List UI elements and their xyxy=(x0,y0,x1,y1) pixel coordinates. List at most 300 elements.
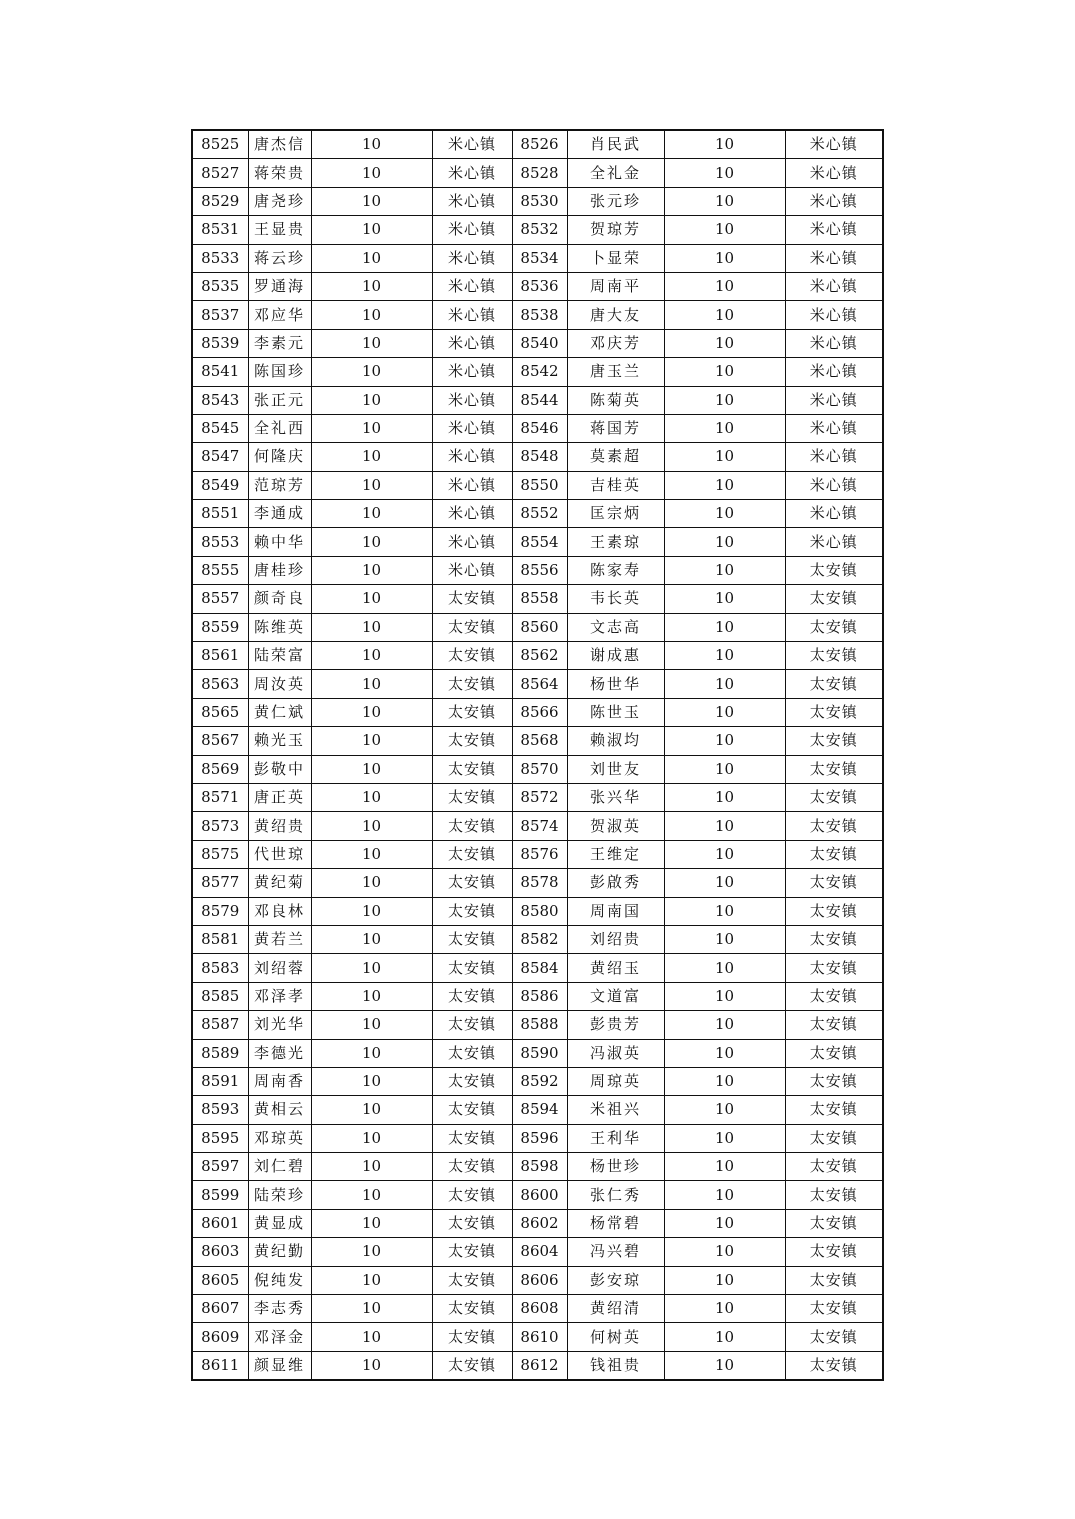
right-town-name-cell: 米心镇 xyxy=(785,130,883,159)
right-person-name-cell: 周琼英 xyxy=(567,1067,664,1095)
table-row xyxy=(192,869,883,897)
left-town-name-cell: 太安镇 xyxy=(432,1153,512,1181)
right-amount-value-cell: 10 xyxy=(664,755,785,783)
right-entry-number-cell: 8560 xyxy=(512,613,567,641)
table-row xyxy=(192,1351,883,1380)
left-town-name-cell: 太安镇 xyxy=(432,1238,512,1266)
right-town-name-cell: 米心镇 xyxy=(785,471,883,499)
table-row xyxy=(192,1266,883,1294)
left-entry-number-cell: 8569 xyxy=(192,755,248,783)
left-town-name-cell: 太安镇 xyxy=(432,1096,512,1124)
left-amount-value-cell: 10 xyxy=(311,642,432,670)
table-row xyxy=(192,755,883,783)
left-entry-number-cell: 8555 xyxy=(192,556,248,584)
right-town-name-cell: 太安镇 xyxy=(785,1323,883,1351)
right-amount-value-cell: 10 xyxy=(664,812,785,840)
left-amount-value-cell: 10 xyxy=(311,1238,432,1266)
right-amount-value-cell: 10 xyxy=(664,1181,785,1209)
right-town-name-cell: 太安镇 xyxy=(785,982,883,1010)
right-town-name-cell: 米心镇 xyxy=(785,528,883,556)
left-person-name-cell: 唐桂珍 xyxy=(248,556,311,584)
right-amount-value-cell: 10 xyxy=(664,1039,785,1067)
right-town-name-cell: 太安镇 xyxy=(785,1067,883,1095)
right-town-name-cell: 太安镇 xyxy=(785,840,883,868)
left-person-name-cell: 陈维英 xyxy=(248,613,311,641)
left-town-name-cell: 米心镇 xyxy=(432,301,512,329)
left-amount-value-cell: 10 xyxy=(311,1266,432,1294)
right-entry-number-cell: 8556 xyxy=(512,556,567,584)
right-amount-value-cell: 10 xyxy=(664,1295,785,1323)
right-entry-number-cell: 8532 xyxy=(512,216,567,244)
right-town-name-cell: 太安镇 xyxy=(785,1096,883,1124)
right-person-name-cell: 韦长英 xyxy=(567,585,664,613)
right-amount-value-cell: 10 xyxy=(664,358,785,386)
right-entry-number-cell: 8576 xyxy=(512,840,567,868)
right-amount-value-cell: 10 xyxy=(664,1209,785,1237)
right-town-name-cell: 米心镇 xyxy=(785,443,883,471)
right-entry-number-cell: 8538 xyxy=(512,301,567,329)
right-town-name-cell: 米心镇 xyxy=(785,159,883,187)
right-town-name-cell: 太安镇 xyxy=(785,1209,883,1237)
left-town-name-cell: 太安镇 xyxy=(432,727,512,755)
left-town-name-cell: 米心镇 xyxy=(432,414,512,442)
right-amount-value-cell: 10 xyxy=(664,130,785,159)
right-entry-number-cell: 8528 xyxy=(512,159,567,187)
left-town-name-cell: 太安镇 xyxy=(432,840,512,868)
left-person-name-cell: 邓良林 xyxy=(248,897,311,925)
table-row xyxy=(192,386,883,414)
right-town-name-cell: 太安镇 xyxy=(785,613,883,641)
right-amount-value-cell: 10 xyxy=(664,585,785,613)
left-town-name-cell: 太安镇 xyxy=(432,982,512,1010)
left-town-name-cell: 米心镇 xyxy=(432,358,512,386)
left-town-name-cell: 太安镇 xyxy=(432,1124,512,1152)
right-amount-value-cell: 10 xyxy=(664,329,785,357)
right-person-name-cell: 谢成惠 xyxy=(567,642,664,670)
right-person-name-cell: 张兴华 xyxy=(567,783,664,811)
left-person-name-cell: 刘仁碧 xyxy=(248,1153,311,1181)
right-person-name-cell: 邓庆芳 xyxy=(567,329,664,357)
left-amount-value-cell: 10 xyxy=(311,755,432,783)
right-town-name-cell: 太安镇 xyxy=(785,642,883,670)
left-town-name-cell: 太安镇 xyxy=(432,585,512,613)
table-row xyxy=(192,897,883,925)
left-entry-number-cell: 8559 xyxy=(192,613,248,641)
left-person-name-cell: 周南香 xyxy=(248,1067,311,1095)
right-amount-value-cell: 10 xyxy=(664,159,785,187)
right-person-name-cell: 钱祖贵 xyxy=(567,1351,664,1380)
right-entry-number-cell: 8604 xyxy=(512,1238,567,1266)
right-town-name-cell: 太安镇 xyxy=(785,1295,883,1323)
table-row xyxy=(192,556,883,584)
table-row xyxy=(192,159,883,187)
left-entry-number-cell: 8583 xyxy=(192,954,248,982)
right-person-name-cell: 周南国 xyxy=(567,897,664,925)
right-entry-number-cell: 8558 xyxy=(512,585,567,613)
right-amount-value-cell: 10 xyxy=(664,386,785,414)
right-town-name-cell: 米心镇 xyxy=(785,187,883,215)
left-amount-value-cell: 10 xyxy=(311,130,432,159)
left-town-name-cell: 米心镇 xyxy=(432,443,512,471)
left-entry-number-cell: 8589 xyxy=(192,1039,248,1067)
right-person-name-cell: 莫素超 xyxy=(567,443,664,471)
right-entry-number-cell: 8606 xyxy=(512,1266,567,1294)
left-amount-value-cell: 10 xyxy=(311,1323,432,1351)
table-row xyxy=(192,613,883,641)
left-amount-value-cell: 10 xyxy=(311,272,432,300)
left-amount-value-cell: 10 xyxy=(311,386,432,414)
right-person-name-cell: 匡宗炳 xyxy=(567,500,664,528)
right-amount-value-cell: 10 xyxy=(664,1067,785,1095)
left-person-name-cell: 陈国珍 xyxy=(248,358,311,386)
right-amount-value-cell: 10 xyxy=(664,187,785,215)
right-town-name-cell: 米心镇 xyxy=(785,329,883,357)
left-town-name-cell: 米心镇 xyxy=(432,500,512,528)
right-amount-value-cell: 10 xyxy=(664,500,785,528)
right-person-name-cell: 唐玉兰 xyxy=(567,358,664,386)
left-person-name-cell: 范琼芳 xyxy=(248,471,311,499)
right-town-name-cell: 太安镇 xyxy=(785,1181,883,1209)
table-row xyxy=(192,272,883,300)
left-entry-number-cell: 8541 xyxy=(192,358,248,386)
right-town-name-cell: 太安镇 xyxy=(785,585,883,613)
left-town-name-cell: 太安镇 xyxy=(432,925,512,953)
right-amount-value-cell: 10 xyxy=(664,897,785,925)
left-entry-number-cell: 8533 xyxy=(192,244,248,272)
left-amount-value-cell: 10 xyxy=(311,869,432,897)
left-person-name-cell: 李通成 xyxy=(248,500,311,528)
left-amount-value-cell: 10 xyxy=(311,698,432,726)
right-town-name-cell: 米心镇 xyxy=(785,386,883,414)
right-entry-number-cell: 8534 xyxy=(512,244,567,272)
right-town-name-cell: 太安镇 xyxy=(785,727,883,755)
right-amount-value-cell: 10 xyxy=(664,414,785,442)
left-amount-value-cell: 10 xyxy=(311,1209,432,1237)
right-town-name-cell: 太安镇 xyxy=(785,1238,883,1266)
roster-table xyxy=(191,129,884,1381)
right-person-name-cell: 陈菊英 xyxy=(567,386,664,414)
right-person-name-cell: 唐大友 xyxy=(567,301,664,329)
left-entry-number-cell: 8579 xyxy=(192,897,248,925)
right-town-name-cell: 米心镇 xyxy=(785,301,883,329)
left-entry-number-cell: 8605 xyxy=(192,1266,248,1294)
left-amount-value-cell: 10 xyxy=(311,1295,432,1323)
right-town-name-cell: 太安镇 xyxy=(785,1011,883,1039)
left-person-name-cell: 颜显维 xyxy=(248,1351,311,1380)
left-entry-number-cell: 8567 xyxy=(192,727,248,755)
left-person-name-cell: 李志秀 xyxy=(248,1295,311,1323)
left-person-name-cell: 邓应华 xyxy=(248,301,311,329)
right-town-name-cell: 太安镇 xyxy=(785,1351,883,1380)
right-town-name-cell: 太安镇 xyxy=(785,698,883,726)
right-town-name-cell: 太安镇 xyxy=(785,783,883,811)
left-entry-number-cell: 8577 xyxy=(192,869,248,897)
left-person-name-cell: 黄纪勤 xyxy=(248,1238,311,1266)
left-amount-value-cell: 10 xyxy=(311,1124,432,1152)
right-entry-number-cell: 8550 xyxy=(512,471,567,499)
left-entry-number-cell: 8537 xyxy=(192,301,248,329)
left-town-name-cell: 太安镇 xyxy=(432,1351,512,1380)
left-person-name-cell: 代世琼 xyxy=(248,840,311,868)
left-amount-value-cell: 10 xyxy=(311,556,432,584)
table-row xyxy=(192,1096,883,1124)
right-entry-number-cell: 8594 xyxy=(512,1096,567,1124)
table-row xyxy=(192,1011,883,1039)
right-person-name-cell: 陈家寿 xyxy=(567,556,664,584)
left-person-name-cell: 陆荣富 xyxy=(248,642,311,670)
left-amount-value-cell: 10 xyxy=(311,414,432,442)
left-person-name-cell: 倪纯发 xyxy=(248,1266,311,1294)
right-amount-value-cell: 10 xyxy=(664,216,785,244)
right-entry-number-cell: 8554 xyxy=(512,528,567,556)
right-town-name-cell: 米心镇 xyxy=(785,500,883,528)
right-amount-value-cell: 10 xyxy=(664,642,785,670)
right-entry-number-cell: 8572 xyxy=(512,783,567,811)
right-amount-value-cell: 10 xyxy=(664,1238,785,1266)
table-row xyxy=(192,130,883,159)
left-entry-number-cell: 8527 xyxy=(192,159,248,187)
right-entry-number-cell: 8568 xyxy=(512,727,567,755)
left-person-name-cell: 颜奇良 xyxy=(248,585,311,613)
table-row xyxy=(192,443,883,471)
right-entry-number-cell: 8586 xyxy=(512,982,567,1010)
table-row xyxy=(192,698,883,726)
left-town-name-cell: 太安镇 xyxy=(432,613,512,641)
left-person-name-cell: 唐尧珍 xyxy=(248,187,311,215)
left-amount-value-cell: 10 xyxy=(311,783,432,811)
right-entry-number-cell: 8602 xyxy=(512,1209,567,1237)
left-entry-number-cell: 8587 xyxy=(192,1011,248,1039)
left-amount-value-cell: 10 xyxy=(311,897,432,925)
left-entry-number-cell: 8599 xyxy=(192,1181,248,1209)
right-person-name-cell: 贺琼芳 xyxy=(567,216,664,244)
right-entry-number-cell: 8574 xyxy=(512,812,567,840)
left-entry-number-cell: 8575 xyxy=(192,840,248,868)
left-amount-value-cell: 10 xyxy=(311,585,432,613)
left-town-name-cell: 太安镇 xyxy=(432,869,512,897)
left-amount-value-cell: 10 xyxy=(311,840,432,868)
right-amount-value-cell: 10 xyxy=(664,301,785,329)
left-amount-value-cell: 10 xyxy=(311,187,432,215)
table-row xyxy=(192,528,883,556)
left-amount-value-cell: 10 xyxy=(311,954,432,982)
left-town-name-cell: 太安镇 xyxy=(432,642,512,670)
left-entry-number-cell: 8561 xyxy=(192,642,248,670)
left-person-name-cell: 唐正英 xyxy=(248,783,311,811)
right-person-name-cell: 张仁秀 xyxy=(567,1181,664,1209)
table-row xyxy=(192,301,883,329)
left-entry-number-cell: 8601 xyxy=(192,1209,248,1237)
right-entry-number-cell: 8540 xyxy=(512,329,567,357)
left-entry-number-cell: 8535 xyxy=(192,272,248,300)
right-town-name-cell: 太安镇 xyxy=(785,755,883,783)
left-entry-number-cell: 8609 xyxy=(192,1323,248,1351)
right-person-name-cell: 杨世珍 xyxy=(567,1153,664,1181)
right-entry-number-cell: 8584 xyxy=(512,954,567,982)
left-town-name-cell: 太安镇 xyxy=(432,1266,512,1294)
right-amount-value-cell: 10 xyxy=(664,1266,785,1294)
left-town-name-cell: 米心镇 xyxy=(432,272,512,300)
table-row xyxy=(192,1039,883,1067)
left-amount-value-cell: 10 xyxy=(311,244,432,272)
right-amount-value-cell: 10 xyxy=(664,982,785,1010)
right-amount-value-cell: 10 xyxy=(664,1351,785,1380)
left-amount-value-cell: 10 xyxy=(311,982,432,1010)
right-person-name-cell: 杨世华 xyxy=(567,670,664,698)
right-town-name-cell: 太安镇 xyxy=(785,1039,883,1067)
table-row xyxy=(192,840,883,868)
left-town-name-cell: 太安镇 xyxy=(432,1323,512,1351)
left-person-name-cell: 黄纪菊 xyxy=(248,869,311,897)
right-town-name-cell: 太安镇 xyxy=(785,869,883,897)
left-town-name-cell: 太安镇 xyxy=(432,897,512,925)
table-row xyxy=(192,727,883,755)
right-amount-value-cell: 10 xyxy=(664,528,785,556)
left-amount-value-cell: 10 xyxy=(311,500,432,528)
left-amount-value-cell: 10 xyxy=(311,301,432,329)
left-town-name-cell: 太安镇 xyxy=(432,1295,512,1323)
left-person-name-cell: 罗通海 xyxy=(248,272,311,300)
right-person-name-cell: 黄绍玉 xyxy=(567,954,664,982)
table-row xyxy=(192,1067,883,1095)
right-amount-value-cell: 10 xyxy=(664,1323,785,1351)
left-entry-number-cell: 8591 xyxy=(192,1067,248,1095)
right-entry-number-cell: 8546 xyxy=(512,414,567,442)
table-row xyxy=(192,244,883,272)
left-person-name-cell: 李德光 xyxy=(248,1039,311,1067)
left-amount-value-cell: 10 xyxy=(311,159,432,187)
left-entry-number-cell: 8597 xyxy=(192,1153,248,1181)
left-town-name-cell: 太安镇 xyxy=(432,954,512,982)
left-amount-value-cell: 10 xyxy=(311,471,432,499)
table-row xyxy=(192,1323,883,1351)
left-entry-number-cell: 8557 xyxy=(192,585,248,613)
right-amount-value-cell: 10 xyxy=(664,1153,785,1181)
left-person-name-cell: 邓泽金 xyxy=(248,1323,311,1351)
right-entry-number-cell: 8544 xyxy=(512,386,567,414)
left-person-name-cell: 刘光华 xyxy=(248,1011,311,1039)
right-amount-value-cell: 10 xyxy=(664,670,785,698)
left-amount-value-cell: 10 xyxy=(311,812,432,840)
right-amount-value-cell: 10 xyxy=(664,840,785,868)
left-entry-number-cell: 8549 xyxy=(192,471,248,499)
left-town-name-cell: 米心镇 xyxy=(432,386,512,414)
right-amount-value-cell: 10 xyxy=(664,1124,785,1152)
right-amount-value-cell: 10 xyxy=(664,698,785,726)
right-entry-number-cell: 8588 xyxy=(512,1011,567,1039)
right-person-name-cell: 刘世友 xyxy=(567,755,664,783)
left-town-name-cell: 米心镇 xyxy=(432,556,512,584)
left-entry-number-cell: 8551 xyxy=(192,500,248,528)
left-town-name-cell: 太安镇 xyxy=(432,1011,512,1039)
left-entry-number-cell: 8581 xyxy=(192,925,248,953)
right-person-name-cell: 冯淑英 xyxy=(567,1039,664,1067)
left-amount-value-cell: 10 xyxy=(311,727,432,755)
left-amount-value-cell: 10 xyxy=(311,1351,432,1380)
left-town-name-cell: 米心镇 xyxy=(432,159,512,187)
right-town-name-cell: 米心镇 xyxy=(785,358,883,386)
right-entry-number-cell: 8562 xyxy=(512,642,567,670)
left-person-name-cell: 黄显成 xyxy=(248,1209,311,1237)
table-row xyxy=(192,216,883,244)
table-row xyxy=(192,670,883,698)
left-town-name-cell: 太安镇 xyxy=(432,1181,512,1209)
table-row xyxy=(192,1153,883,1181)
left-town-name-cell: 米心镇 xyxy=(432,130,512,159)
left-person-name-cell: 李素元 xyxy=(248,329,311,357)
left-entry-number-cell: 8603 xyxy=(192,1238,248,1266)
left-person-name-cell: 赖光玉 xyxy=(248,727,311,755)
left-amount-value-cell: 10 xyxy=(311,1067,432,1095)
left-amount-value-cell: 10 xyxy=(311,670,432,698)
right-town-name-cell: 太安镇 xyxy=(785,925,883,953)
right-town-name-cell: 米心镇 xyxy=(785,244,883,272)
left-entry-number-cell: 8539 xyxy=(192,329,248,357)
right-town-name-cell: 太安镇 xyxy=(785,1124,883,1152)
right-entry-number-cell: 8592 xyxy=(512,1067,567,1095)
table-row xyxy=(192,471,883,499)
right-person-name-cell: 黄绍清 xyxy=(567,1295,664,1323)
left-entry-number-cell: 8531 xyxy=(192,216,248,244)
right-person-name-cell: 周南平 xyxy=(567,272,664,300)
left-person-name-cell: 全礼西 xyxy=(248,414,311,442)
right-entry-number-cell: 8564 xyxy=(512,670,567,698)
left-person-name-cell: 何隆庆 xyxy=(248,443,311,471)
left-entry-number-cell: 8553 xyxy=(192,528,248,556)
left-amount-value-cell: 10 xyxy=(311,528,432,556)
left-person-name-cell: 蒋云珍 xyxy=(248,244,311,272)
right-entry-number-cell: 8536 xyxy=(512,272,567,300)
right-person-name-cell: 彭啟秀 xyxy=(567,869,664,897)
right-person-name-cell: 王维定 xyxy=(567,840,664,868)
left-amount-value-cell: 10 xyxy=(311,1039,432,1067)
table-row xyxy=(192,358,883,386)
table-row xyxy=(192,812,883,840)
left-entry-number-cell: 8565 xyxy=(192,698,248,726)
roster-table-body xyxy=(192,130,883,1380)
left-person-name-cell: 黄绍贵 xyxy=(248,812,311,840)
left-amount-value-cell: 10 xyxy=(311,925,432,953)
table-row xyxy=(192,1124,883,1152)
right-entry-number-cell: 8578 xyxy=(512,869,567,897)
right-amount-value-cell: 10 xyxy=(664,471,785,499)
right-person-name-cell: 冯兴碧 xyxy=(567,1238,664,1266)
right-amount-value-cell: 10 xyxy=(664,443,785,471)
right-town-name-cell: 米心镇 xyxy=(785,414,883,442)
right-amount-value-cell: 10 xyxy=(664,1011,785,1039)
left-amount-value-cell: 10 xyxy=(311,613,432,641)
left-person-name-cell: 邓琼英 xyxy=(248,1124,311,1152)
left-amount-value-cell: 10 xyxy=(311,1011,432,1039)
table-row xyxy=(192,954,883,982)
left-town-name-cell: 太安镇 xyxy=(432,698,512,726)
right-town-name-cell: 太安镇 xyxy=(785,954,883,982)
right-town-name-cell: 太安镇 xyxy=(785,1153,883,1181)
right-town-name-cell: 太安镇 xyxy=(785,556,883,584)
right-amount-value-cell: 10 xyxy=(664,925,785,953)
left-town-name-cell: 米心镇 xyxy=(432,244,512,272)
right-entry-number-cell: 8596 xyxy=(512,1124,567,1152)
right-entry-number-cell: 8610 xyxy=(512,1323,567,1351)
right-person-name-cell: 蒋国芳 xyxy=(567,414,664,442)
left-town-name-cell: 米心镇 xyxy=(432,471,512,499)
right-person-name-cell: 王利华 xyxy=(567,1124,664,1152)
left-person-name-cell: 王显贵 xyxy=(248,216,311,244)
right-person-name-cell: 杨常碧 xyxy=(567,1209,664,1237)
left-person-name-cell: 赖中华 xyxy=(248,528,311,556)
table-row xyxy=(192,783,883,811)
right-person-name-cell: 刘绍贵 xyxy=(567,925,664,953)
